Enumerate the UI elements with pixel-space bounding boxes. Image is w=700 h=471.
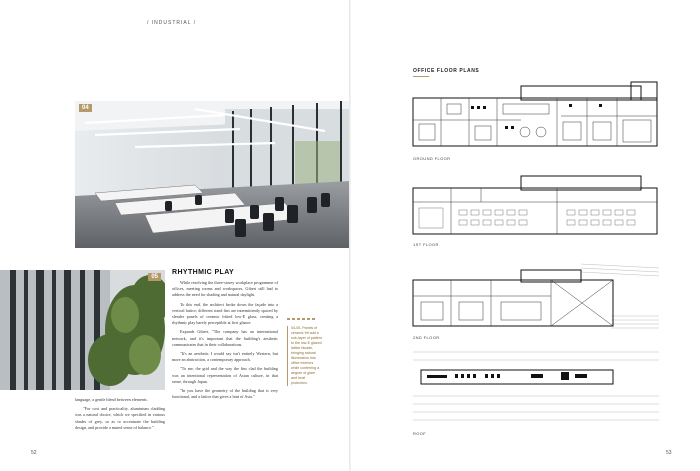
body-column-left — [75, 397, 165, 434]
left-page — [0, 0, 349, 471]
body-paragraph: While resolving the three-storey workplace programme of offices, meeting rooms and workspaces, Gibert still had to address the need for shading and natural daylight. — [172, 280, 278, 298]
body-column-right — [172, 280, 278, 403]
facade-illustration — [0, 270, 165, 390]
photo-number-badge: 04 — [79, 104, 92, 112]
body-paragraph: "In you have the geometry of the building that is very functional, and a lattice that gives a hint of Asia." — [172, 388, 278, 400]
office-interior-photo — [75, 101, 350, 248]
ground-floor-plan — [411, 80, 659, 152]
caption-rule — [287, 318, 315, 320]
roof-plan — [411, 348, 659, 430]
photo-caption: 04-05. Panels of ceramic frit add a sub-layer of pattern to the low-E glazed lattice facade, bringing natural illumination into office interiors while conferring a degree of glare and heat protection. — [287, 326, 322, 386]
page-number: 52 — [31, 450, 37, 456]
body-paragraph: "For cost and practicality, aluminium cladding was a natural choice, which we specified in various shades of grey, so as to accentuate the building design, and provide a muted sense of balance." — [75, 406, 165, 430]
facade-photo — [0, 270, 165, 390]
page-number: 53 — [666, 450, 672, 456]
photo-number-badge: 05 — [148, 273, 161, 281]
article-heading: RHYTHMIC PLAY — [172, 269, 235, 276]
body-paragraph: language, a gentle blend between elements. — [75, 397, 148, 402]
first-floor-plan — [411, 172, 659, 238]
plan-label: 1ST FLOOR — [413, 242, 439, 247]
right-page — [351, 0, 700, 471]
body-paragraph: "To me, the grid and the way the fins clad the building was an intentional representation of Asian culture, in that sense, through Japan. — [172, 366, 278, 384]
plan-label: 2ND FLOOR — [413, 335, 440, 340]
second-floor-plan — [411, 262, 659, 332]
plans-title: OFFICE FLOOR PLANS — [413, 68, 480, 74]
body-paragraph: Expands Gibert, "The company has an international network, and it's important that the building's aesthetic communicates that in their collaborations. — [172, 329, 278, 347]
section-label: / INDUSTRIAL / — [147, 20, 197, 26]
plans-title-rule — [413, 76, 429, 77]
plan-label: GROUND FLOOR — [413, 156, 451, 161]
office-interior-illustration — [75, 101, 350, 248]
body-paragraph: "It's an aesthetic I would say isn't entirely Western, but more an abstraction, a contemporary approach. — [172, 351, 278, 363]
plan-label: ROOF — [413, 431, 427, 436]
body-paragraph: To this end, the architect broke down the façade into a vertical lattice; different sized fins are intermittently spaced by slender panels of ceramic fritted low-E glass, creating a rhythmic play barely perceptible at first glance. — [172, 301, 278, 326]
